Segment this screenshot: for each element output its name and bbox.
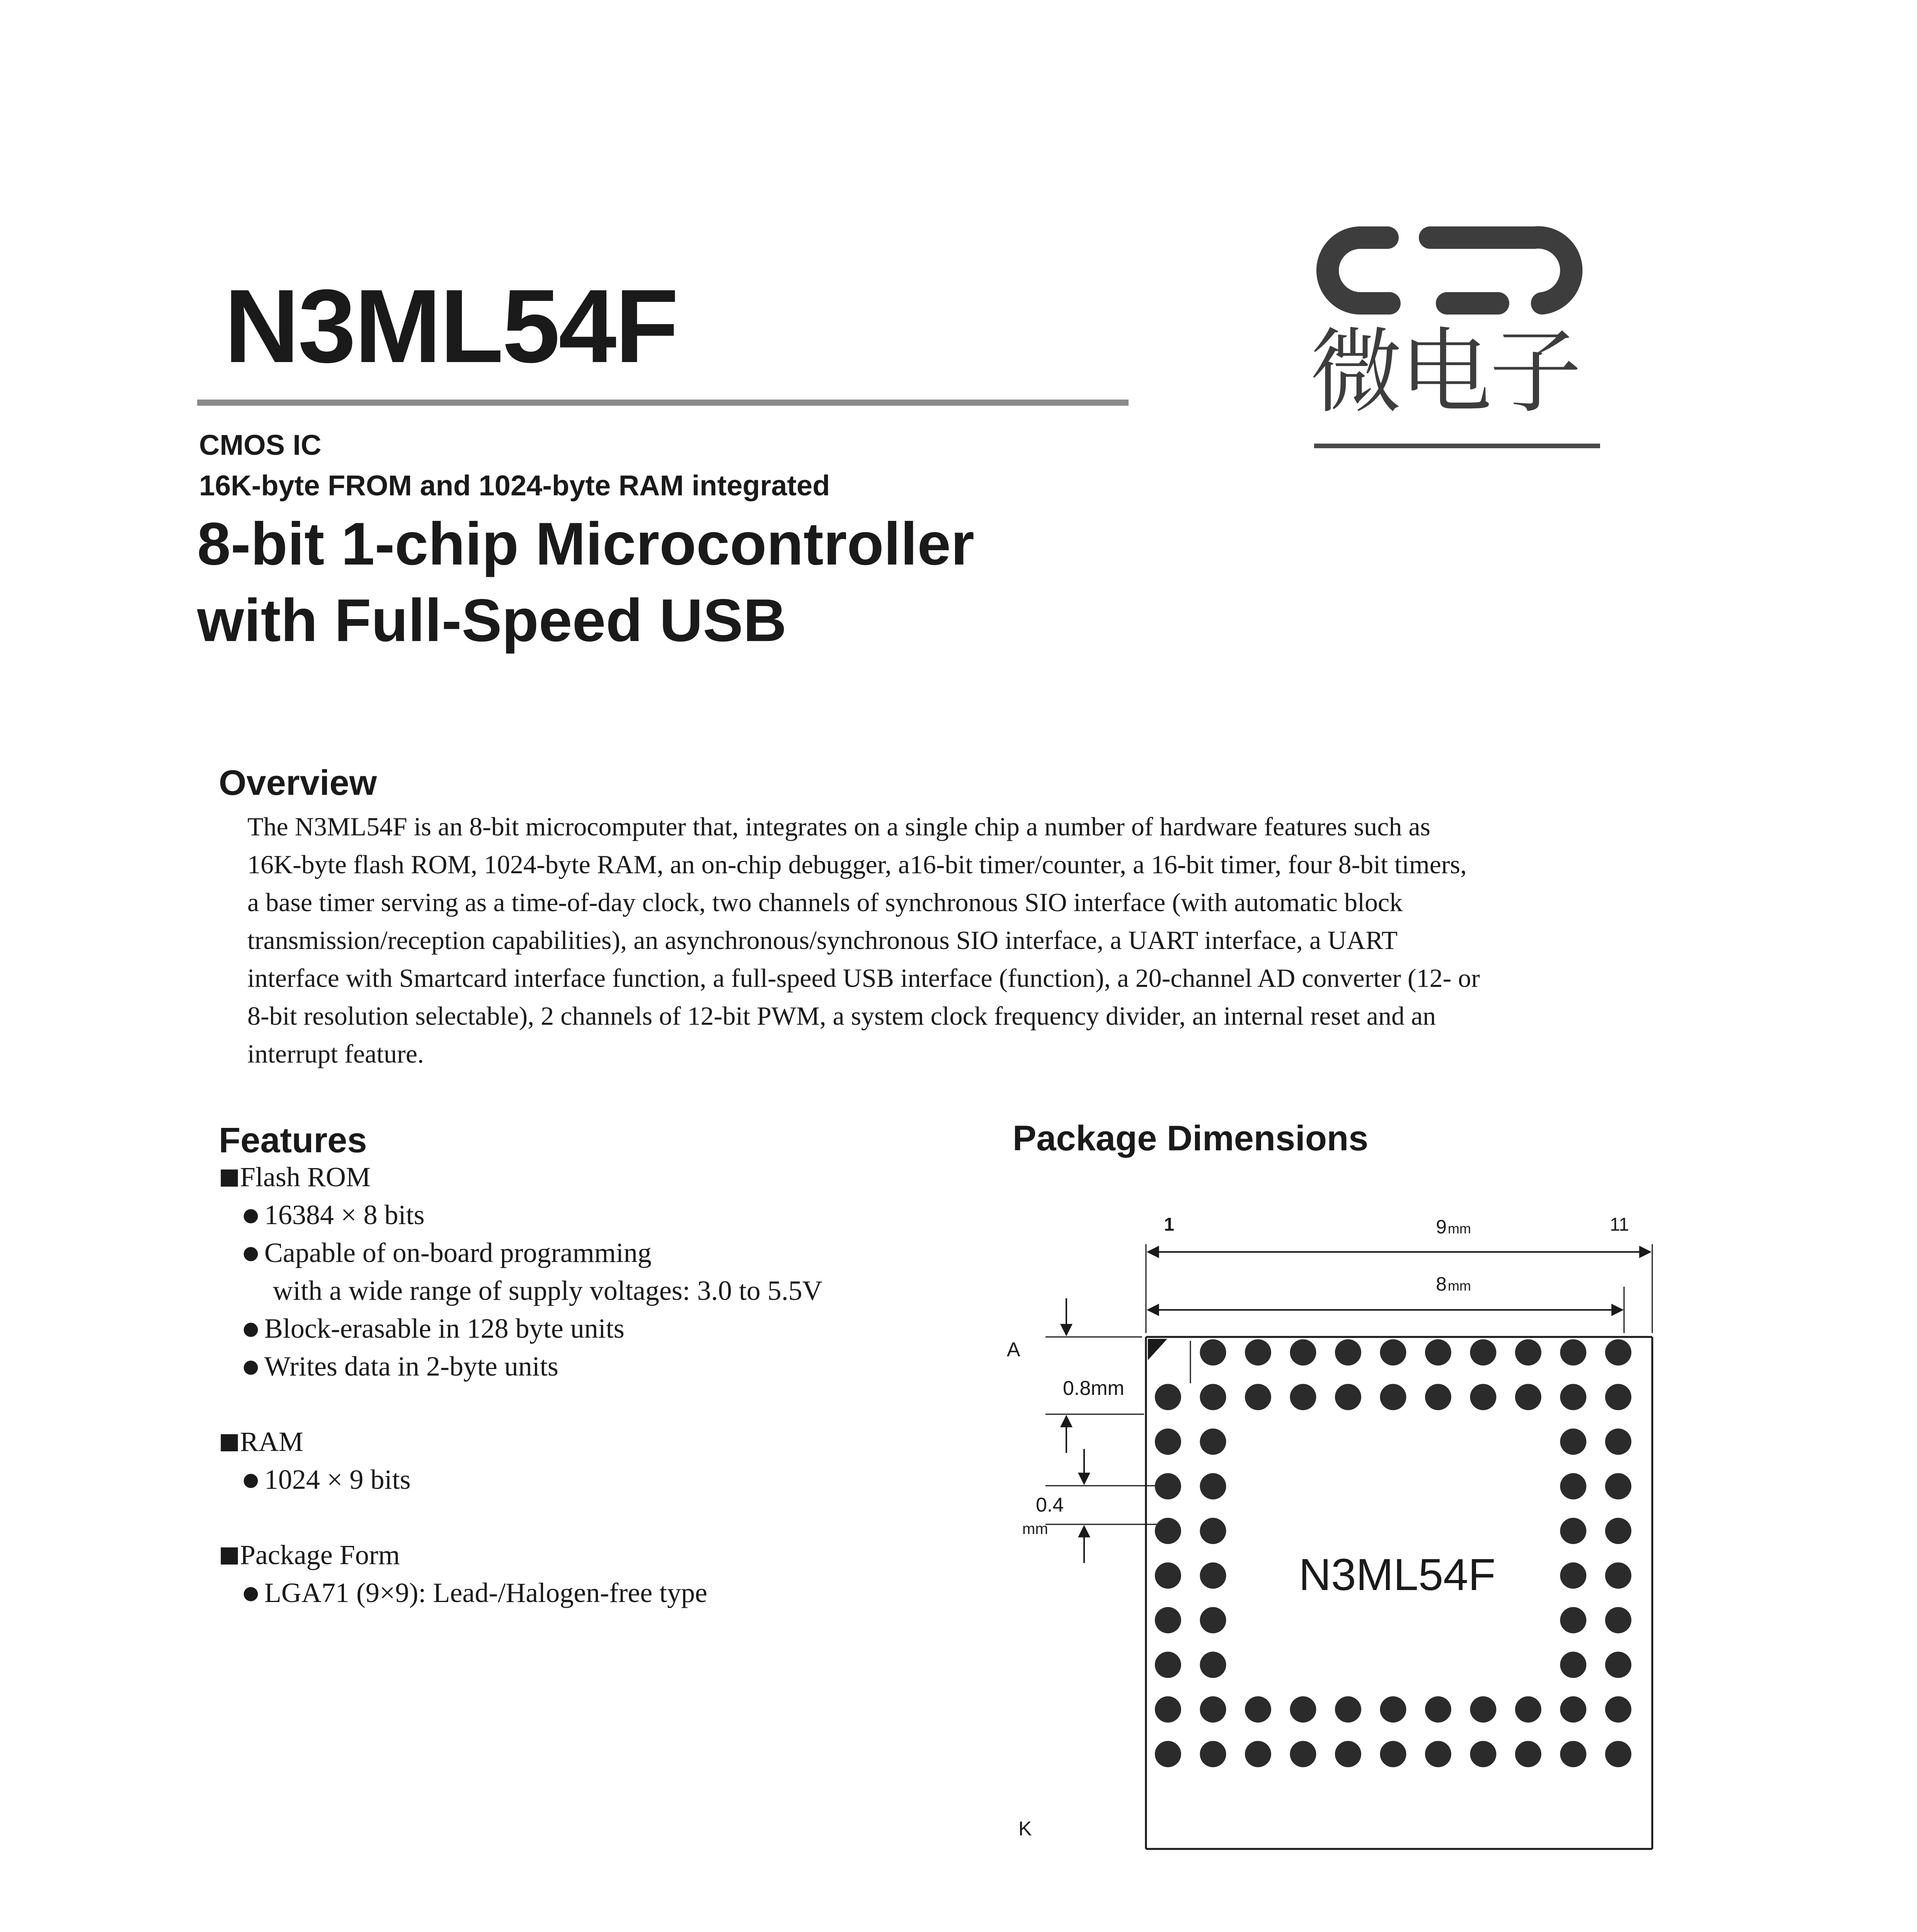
solder-ball bbox=[1515, 1696, 1541, 1723]
outer-width-value: 9 bbox=[1436, 1216, 1447, 1238]
solder-ball bbox=[1155, 1563, 1181, 1589]
solder-ball bbox=[1605, 1518, 1631, 1544]
solder-ball bbox=[1560, 1518, 1587, 1544]
column-first-label: 1 bbox=[1164, 1214, 1175, 1235]
solder-ball bbox=[1425, 1384, 1451, 1410]
outer-width-unit: mm bbox=[1448, 1221, 1471, 1236]
solder-ball bbox=[1425, 1339, 1451, 1366]
solder-ball bbox=[1200, 1652, 1226, 1678]
solder-ball bbox=[1605, 1563, 1631, 1589]
overview-line: 16K-byte flash ROM, 1024-byte RAM, an on-chip debugger, a16-bit timer/counter, a 16-bit timer, four 8-bit timers, bbox=[247, 850, 1467, 879]
pad-dimension-unit: mm bbox=[1022, 1520, 1048, 1537]
solder-ball bbox=[1200, 1563, 1226, 1589]
solder-ball bbox=[1560, 1339, 1587, 1366]
feature-group-flash bbox=[219, 1163, 371, 1191]
solder-ball bbox=[1200, 1607, 1226, 1633]
solder-ball bbox=[1335, 1696, 1361, 1723]
solder-ball bbox=[1155, 1652, 1181, 1678]
feature-group-label: Package Form bbox=[240, 1539, 400, 1570]
solder-ball bbox=[1470, 1741, 1496, 1767]
solder-ball bbox=[1380, 1384, 1406, 1410]
features-heading: Features bbox=[219, 1121, 367, 1160]
solder-ball bbox=[1470, 1384, 1496, 1410]
product-title-line1: 8-bit 1-chip Microcontroller bbox=[197, 510, 974, 578]
solder-ball bbox=[1245, 1339, 1271, 1366]
feature-group-label: RAM bbox=[240, 1426, 303, 1457]
solder-ball bbox=[1290, 1384, 1316, 1410]
row-first-label: A bbox=[1007, 1338, 1020, 1361]
solder-ball bbox=[1335, 1384, 1361, 1410]
solder-ball bbox=[1290, 1339, 1316, 1366]
solder-ball bbox=[1425, 1741, 1451, 1767]
solder-ball bbox=[1560, 1741, 1587, 1767]
package-dimension-diagram bbox=[986, 1198, 1704, 1862]
pitch-dimension-label: 0.8mm bbox=[1063, 1377, 1124, 1400]
solder-ball bbox=[1155, 1696, 1181, 1723]
title-divider bbox=[197, 400, 1129, 406]
solder-ball bbox=[1560, 1652, 1587, 1678]
solder-ball bbox=[1605, 1429, 1631, 1455]
solder-ball bbox=[1200, 1384, 1226, 1410]
logo-chinese-text: 微电子 bbox=[1310, 319, 1579, 426]
solder-ball bbox=[1605, 1652, 1631, 1678]
solder-ball bbox=[1335, 1741, 1361, 1767]
feature-item: ● Writes data in 2-byte units bbox=[243, 1351, 558, 1382]
solder-ball bbox=[1515, 1339, 1541, 1366]
solder-ball bbox=[1560, 1429, 1587, 1455]
feature-item: ● Capable of on-board programming bbox=[243, 1237, 652, 1268]
solder-ball bbox=[1560, 1607, 1587, 1633]
solder-ball bbox=[1470, 1339, 1496, 1366]
solder-ball bbox=[1155, 1518, 1181, 1544]
solder-ball bbox=[1155, 1607, 1181, 1633]
bullet-icon: ● bbox=[243, 1469, 259, 1490]
solder-ball bbox=[1200, 1339, 1226, 1366]
solder-ball bbox=[1605, 1473, 1631, 1500]
bullet-icon: ● bbox=[243, 1582, 259, 1604]
solder-ball bbox=[1155, 1384, 1181, 1410]
solder-ball bbox=[1155, 1741, 1181, 1767]
solder-ball bbox=[1380, 1339, 1406, 1366]
solder-ball bbox=[1515, 1384, 1541, 1410]
solder-ball bbox=[1200, 1696, 1226, 1723]
solder-ball bbox=[1200, 1518, 1226, 1544]
solder-ball bbox=[1560, 1563, 1587, 1589]
solder-ball bbox=[1425, 1696, 1451, 1723]
bullet-icon: ● bbox=[243, 1318, 259, 1339]
solder-ball bbox=[1245, 1741, 1271, 1767]
bullet-icon: ● bbox=[243, 1204, 259, 1226]
logo-underline bbox=[1314, 444, 1600, 448]
solder-ball bbox=[1560, 1696, 1587, 1723]
feature-item: ● LGA71 (9×9): Lead-/Halogen-free type bbox=[243, 1577, 708, 1608]
feature-item: ● 1024 × 9 bits bbox=[243, 1464, 411, 1495]
solder-ball bbox=[1200, 1741, 1226, 1767]
solder-ball bbox=[1560, 1384, 1587, 1410]
solder-ball bbox=[1605, 1607, 1631, 1633]
overview-line: interrupt feature. bbox=[247, 1039, 424, 1068]
solder-ball bbox=[1605, 1339, 1631, 1366]
page-title: N3ML54F bbox=[224, 268, 678, 384]
feature-item-continuation: with a wide range of supply voltages: 3.0 to 5.5V bbox=[273, 1275, 822, 1306]
inner-width-value: 8 bbox=[1436, 1273, 1447, 1295]
overview-paragraph bbox=[247, 808, 1677, 1073]
overview-line: The N3ML54F is an 8-bit microcomputer that, integrates on a single chip a number of hardware features such as bbox=[247, 812, 1430, 841]
memory-subtitle: 16K-byte FROM and 1024-byte RAM integrated bbox=[199, 469, 830, 502]
square-bullet-icon: ■ bbox=[219, 1163, 240, 1189]
solder-ball bbox=[1290, 1741, 1316, 1767]
solder-ball bbox=[1335, 1339, 1361, 1366]
solder-ball bbox=[1605, 1696, 1631, 1723]
square-bullet-icon: ■ bbox=[219, 1541, 240, 1567]
solder-ball bbox=[1245, 1696, 1271, 1723]
square-bullet-icon: ■ bbox=[219, 1428, 240, 1454]
feature-group-ram bbox=[219, 1428, 303, 1456]
solder-ball bbox=[1200, 1473, 1226, 1500]
solder-ball bbox=[1155, 1473, 1181, 1500]
solder-ball bbox=[1560, 1473, 1587, 1500]
overview-line: 8-bit resolution selectable), 2 channels of 12-bit PWM, a system clock frequency divider, an internal reset and an bbox=[247, 1001, 1436, 1031]
overview-line: a base timer serving as a time-of-day clock, two channels of synchronous SIO interface (with automatic block bbox=[247, 888, 1403, 917]
inner-width-unit: mm bbox=[1448, 1278, 1471, 1294]
solder-ball bbox=[1380, 1696, 1406, 1723]
package-dimensions-heading: Package Dimensions bbox=[1013, 1119, 1369, 1158]
solder-ball bbox=[1605, 1384, 1631, 1410]
feature-group-package bbox=[219, 1541, 400, 1569]
feature-item: ● 16384 × 8 bits bbox=[243, 1199, 425, 1230]
pin1-index-marker bbox=[1148, 1339, 1167, 1360]
solder-ball bbox=[1245, 1384, 1271, 1410]
bullet-icon: ● bbox=[243, 1355, 259, 1377]
solder-ball bbox=[1155, 1429, 1181, 1455]
overview-line: interface with Smartcard interface function, a full-speed USB interface (function), a 20-channel AD converter (12- or bbox=[247, 963, 1480, 993]
row-last-label: K bbox=[1018, 1818, 1032, 1840]
overview-heading: Overview bbox=[219, 763, 377, 803]
overview-line: transmission/reception capabilities), an asynchronous/synchronous SIO interface, a UART interface, a UART bbox=[247, 925, 1398, 955]
product-title-line2: with Full-Speed USB bbox=[197, 587, 787, 654]
solder-ball bbox=[1200, 1429, 1226, 1455]
feature-item: ● Block-erasable in 128 byte units bbox=[243, 1313, 625, 1344]
pad-dimension-value: 0.4 bbox=[1036, 1494, 1064, 1516]
category-label: CMOS IC bbox=[199, 429, 322, 461]
chip-marking-label: N3ML54F bbox=[1299, 1549, 1496, 1600]
solder-ball bbox=[1380, 1741, 1406, 1767]
bullet-icon: ● bbox=[243, 1242, 259, 1264]
solder-ball bbox=[1470, 1696, 1496, 1723]
solder-ball bbox=[1290, 1696, 1316, 1723]
solder-ball bbox=[1605, 1741, 1631, 1767]
feature-group-label: Flash ROM bbox=[240, 1162, 371, 1192]
column-last-label: 11 bbox=[1610, 1214, 1629, 1235]
solder-ball bbox=[1515, 1741, 1541, 1767]
